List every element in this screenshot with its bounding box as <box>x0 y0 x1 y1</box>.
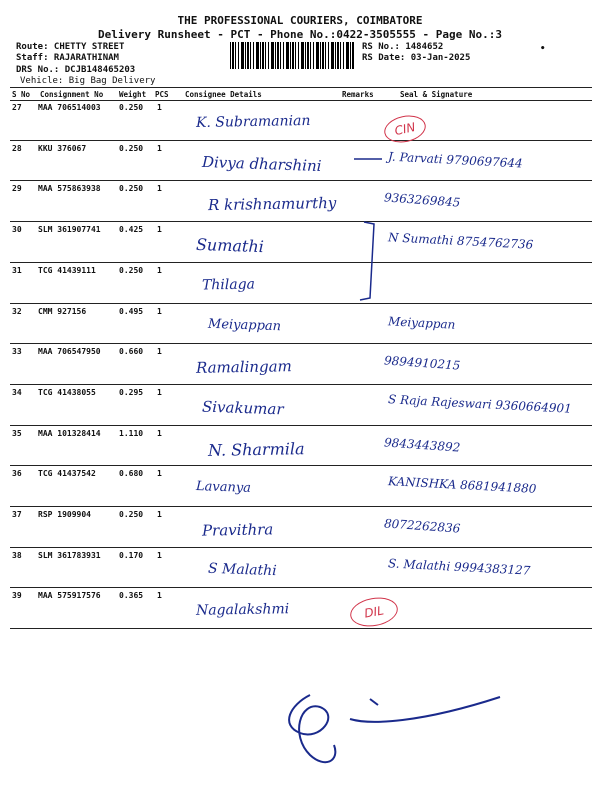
col-pcs: PCS <box>155 90 169 99</box>
row-seal-signature: 9363269845 <box>383 190 461 211</box>
row-consignment-no: RSP 1909904 <box>38 510 91 519</box>
row-consignee-handwritten: Sivakumar <box>201 397 284 419</box>
row-consignment-no: SLM 361783931 <box>38 550 101 560</box>
row-seal-signature: Meiyappan <box>387 313 456 332</box>
header-bottom-rule <box>10 100 592 101</box>
col-consignment: Consignment No <box>40 90 104 99</box>
row-pcs: 1 <box>157 469 162 479</box>
row-seal-signature: 9894910215 <box>383 353 461 373</box>
row-pcs: 1 <box>157 550 162 560</box>
signature-scribble <box>270 685 510 775</box>
row-divider <box>10 587 592 588</box>
row-pcs: 1 <box>157 387 162 397</box>
row-divider <box>10 506 592 507</box>
rs-number: RS No.: 1484652 <box>362 42 444 52</box>
row-sno: 28 <box>12 143 22 153</box>
row-weight: 1.110 <box>119 428 144 438</box>
row-weight: 0.250 <box>119 510 144 519</box>
row-weight: 0.365 <box>119 591 144 601</box>
row-seal-signature: S Raja Rajeswari 9360664901 <box>387 392 573 416</box>
row-consignment-no: CMM 927156 <box>38 306 87 316</box>
company-title: THE PROFESSIONAL COURIERS, COIMBATORE <box>177 14 423 27</box>
drs-number: DRS No.: DCJB148465203 <box>16 65 136 75</box>
col-weight: Weight <box>119 90 147 99</box>
row-weight: 0.170 <box>119 550 144 560</box>
arrow-mark <box>352 152 392 166</box>
row-pcs: 1 <box>157 265 162 275</box>
row-consignee-handwritten: Pravithra <box>201 520 274 540</box>
row-weight: 0.680 <box>119 469 144 479</box>
row-consignee-handwritten: K. Subramanian <box>195 113 311 131</box>
row-consignee-handwritten: Ramalingam <box>195 357 292 378</box>
col-sno: S No <box>12 90 31 99</box>
mark-dot: • <box>540 44 546 54</box>
staff-label: Staff: RAJARATHINAM <box>16 53 119 63</box>
row-sno: 33 <box>12 347 22 357</box>
row-consignment-no: MAA 706514003 <box>38 103 101 112</box>
vehicle-label: Vehicle: Big Bag Delivery <box>20 76 156 86</box>
row-pcs: 1 <box>157 428 162 438</box>
row-sno: 39 <box>12 591 22 601</box>
row-pcs: 1 <box>157 225 162 235</box>
row-seal-signature: S. Malathi 9994383127 <box>387 555 531 578</box>
row-weight: 0.425 <box>119 225 144 235</box>
row-divider <box>10 425 592 426</box>
row-divider <box>10 221 592 222</box>
row-consignee-handwritten: N. Sharmila <box>207 438 305 460</box>
row-consignee-handwritten: Divya dharshini <box>201 152 322 175</box>
row-consignee-handwritten: Lavanya <box>195 479 252 497</box>
row-seal-signature: 8072262836 <box>383 516 461 536</box>
row-consignment-no: MAA 575863938 <box>38 184 101 194</box>
row-sno: 32 <box>12 306 22 316</box>
route-label: Route: CHETTY STREET <box>16 42 125 52</box>
row-sno: 31 <box>12 265 22 275</box>
row-divider <box>10 384 592 385</box>
col-remarks: Remarks <box>342 90 374 99</box>
row-consignment-no: SLM 361907741 <box>38 225 101 235</box>
row-pcs: 1 <box>157 306 162 316</box>
row-consignee-handwritten: Thilaga <box>201 276 256 294</box>
row-consignment-no: TCG 41438055 <box>38 387 96 397</box>
row-divider <box>10 140 592 141</box>
row-weight: 0.295 <box>119 387 144 397</box>
row-sno: 36 <box>12 469 22 479</box>
row-divider <box>10 262 592 263</box>
row-divider <box>10 628 592 629</box>
row-sno: 30 <box>12 225 22 235</box>
row-sno: 37 <box>12 510 22 519</box>
row-divider <box>10 343 592 344</box>
rs-date: RS Date: 03-Jan-2025 <box>362 53 471 63</box>
row-consignment-no: TCG 41437542 <box>38 469 96 479</box>
row-weight: 0.660 <box>119 347 144 357</box>
row-weight: 0.250 <box>119 143 144 153</box>
row-seal-signature: N Sumathi 8754762736 <box>387 230 534 252</box>
row-pcs: 1 <box>157 591 162 601</box>
row-weight: 0.250 <box>119 265 144 275</box>
row-consignment-no: TCG 41439111 <box>38 265 96 275</box>
row-consignment-no: KKU 376067 <box>38 143 87 153</box>
row-sno: 34 <box>12 387 22 397</box>
stamp-cin: CIN <box>382 112 428 146</box>
row-consignee-handwritten: Meiyappan <box>207 316 282 334</box>
row-consignee-handwritten: Nagalakshmi <box>195 601 290 620</box>
row-pcs: 1 <box>157 103 162 112</box>
row-seal-signature: J. Parvati 9790697644 <box>387 149 523 171</box>
row-weight: 0.250 <box>119 184 144 194</box>
row-divider <box>10 465 592 466</box>
row-seal-signature: KANISHKA 8681941880 <box>387 474 537 497</box>
row-consignee-handwritten: S Malathi <box>207 560 277 579</box>
bracket-mark <box>360 218 390 308</box>
row-consignee-handwritten: Sumathi <box>195 234 265 257</box>
row-pcs: 1 <box>157 184 162 194</box>
row-sno: 29 <box>12 184 22 194</box>
col-seal: Seal & Signature <box>400 90 473 99</box>
row-divider <box>10 303 592 304</box>
row-weight: 0.250 <box>119 103 144 112</box>
row-sno: 35 <box>12 428 22 438</box>
row-weight: 0.495 <box>119 306 144 316</box>
row-sno: 27 <box>12 103 22 112</box>
barcode <box>230 42 354 69</box>
row-pcs: 1 <box>157 347 162 357</box>
row-pcs: 1 <box>157 510 162 519</box>
row-consignment-no: MAA 575917576 <box>38 591 101 601</box>
row-consignment-no: MAA 706547950 <box>38 347 101 357</box>
row-divider <box>10 547 592 548</box>
header-top-rule <box>10 87 592 88</box>
row-divider <box>10 180 592 181</box>
col-consignee: Consignee Details <box>185 90 262 99</box>
runsheet-subtitle: Delivery Runsheet - PCT - Phone No.:0422-3505555 - Page No.:3 <box>98 28 502 41</box>
row-consignment-no: MAA 101328414 <box>38 428 101 438</box>
row-sno: 38 <box>12 550 22 560</box>
row-seal-signature: 9843443892 <box>383 434 461 455</box>
row-pcs: 1 <box>157 143 162 153</box>
row-consignee-handwritten: R krishnamurthy <box>207 194 337 215</box>
stamp-dil: DIL <box>348 594 400 630</box>
